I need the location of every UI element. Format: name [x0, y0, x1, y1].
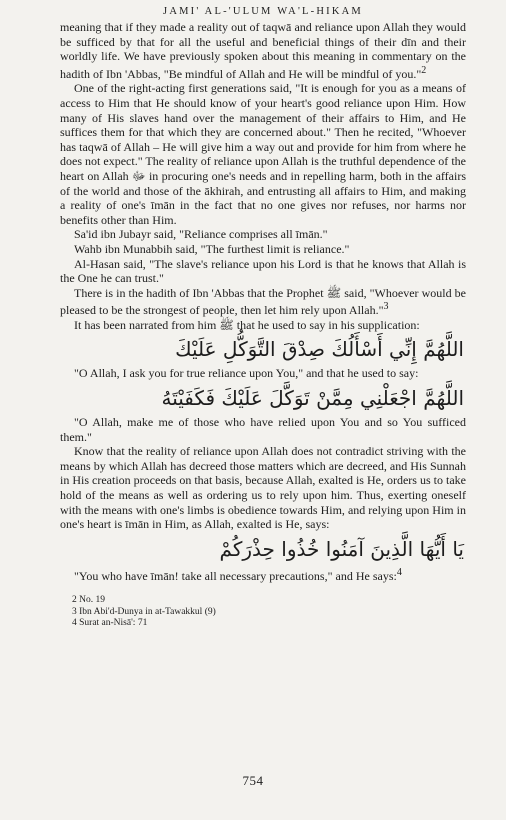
paragraph-text: "You who have īmān! take all necessary precautions," and He says: [74, 568, 397, 583]
footnote: 3 Ibn Abi'd-Dunya in at-Tawakkul (9) [72, 606, 216, 617]
body-text [60, 20, 466, 583]
paragraph [60, 20, 466, 81]
paragraph: Al-Hasan said, "The slave's reliance upon his Lord is that he knows that Allah is the One he can trust." [60, 256, 466, 286]
running-head: JAMI' AL-'ULUM WA'L-HIKAM [163, 6, 363, 17]
arabic-quran-verse: يَا أَيُّهَا الَّذِينَ آمَنُوا خُذُوا حِذْرَكُمْ [219, 536, 464, 561]
footnote: 2 No. 19 [72, 595, 105, 606]
footnote: 4 Surat an-Nisā': 71 [72, 618, 148, 629]
page-number: 754 [242, 773, 264, 788]
footnote-marker: 3 [383, 301, 389, 313]
footnote-marker: 4 [396, 566, 402, 578]
paragraph: Sa'id ibn Jubayr said, "Reliance comprises all īmān." [74, 227, 328, 242]
paragraph-text: meaning that if they made a reality out of taqwā and reliance upon Allah they would be sufficed by that for all the useful and beneficial things of their dīn and their worldly life. We have previously spoken about this meaning in commentary on the hadith of Ibn 'Abbas, "Be mindful of Allah and He will be mindful of you." [60, 20, 466, 81]
paragraph: Wahb ibn Munabbih said, "The furthest limit is reliance." [74, 241, 350, 256]
footnotes [60, 595, 466, 630]
paragraph [60, 566, 466, 584]
paragraph-text: There is in the hadith of Ibn 'Abbas that the Prophet ﷺ said, "Whoever would be pleased to be the strongest of people, then let him rely upon Allah." [60, 285, 467, 318]
paragraph [60, 286, 466, 318]
arabic-supplication-1: اللَّهُمَّ إِنِّي أَسْأَلُكَ صِدْقَ التَّوَكُّلِ عَلَيْكَ [175, 337, 464, 362]
paragraph: "O Allah, I ask you for true reliance upon You," and that he used to say: [74, 366, 419, 381]
paragraph: Know that the reality of reliance upon Allah does not contradict striving with the means by which Allah has decreed those matters which are decreed, and His Sunnah in His creation proceeds on that basis, because Allah, exalted is He, orders us to take hold of the means as well as ordering us to rely upon him. Thus, exerting oneself with the means with one's limbs is obedience towards Him, and relying upon Him in one's heart is īmān in Him, as Allah, exalted is He, says: [60, 444, 466, 532]
arabic-supplication-2: اللَّهُمَّ اجْعَلْنِي مِمَّنْ تَوَكَّلَ عَلَيْكَ فَكَفَيْتَهُ [161, 386, 464, 411]
paragraph: "O Allah, make me of those who have relied upon You and so You sufficed them." [60, 415, 466, 444]
paragraph: It has been narrated from him ﷺ that he used to say in his supplication: [74, 317, 420, 332]
footnote-marker: 2 [421, 64, 427, 76]
paragraph: One of the right-acting first generations said, "It is enough for you as a means of access to Him that He should know of your heart's good reliance upon Him. How many of His slaves hand over the management of their affairs to Him, and He suffices them for that which they are concerned about." Then he recited, "Whoever has taqwā of Allah – He will give him a way out and provide for him from where he does not expect." The reality of reliance upon Allah is the truthful dependence of the heart on Allah ﷻ in procuring one's needs and in repelling harm, both in the affairs of the world and those of the ākhirah, and entrusting all affairs to Him, and making a reality of one's īmān in the fact that no one gives nor refuses, nor harms nor benefits other than Him. [60, 81, 466, 227]
